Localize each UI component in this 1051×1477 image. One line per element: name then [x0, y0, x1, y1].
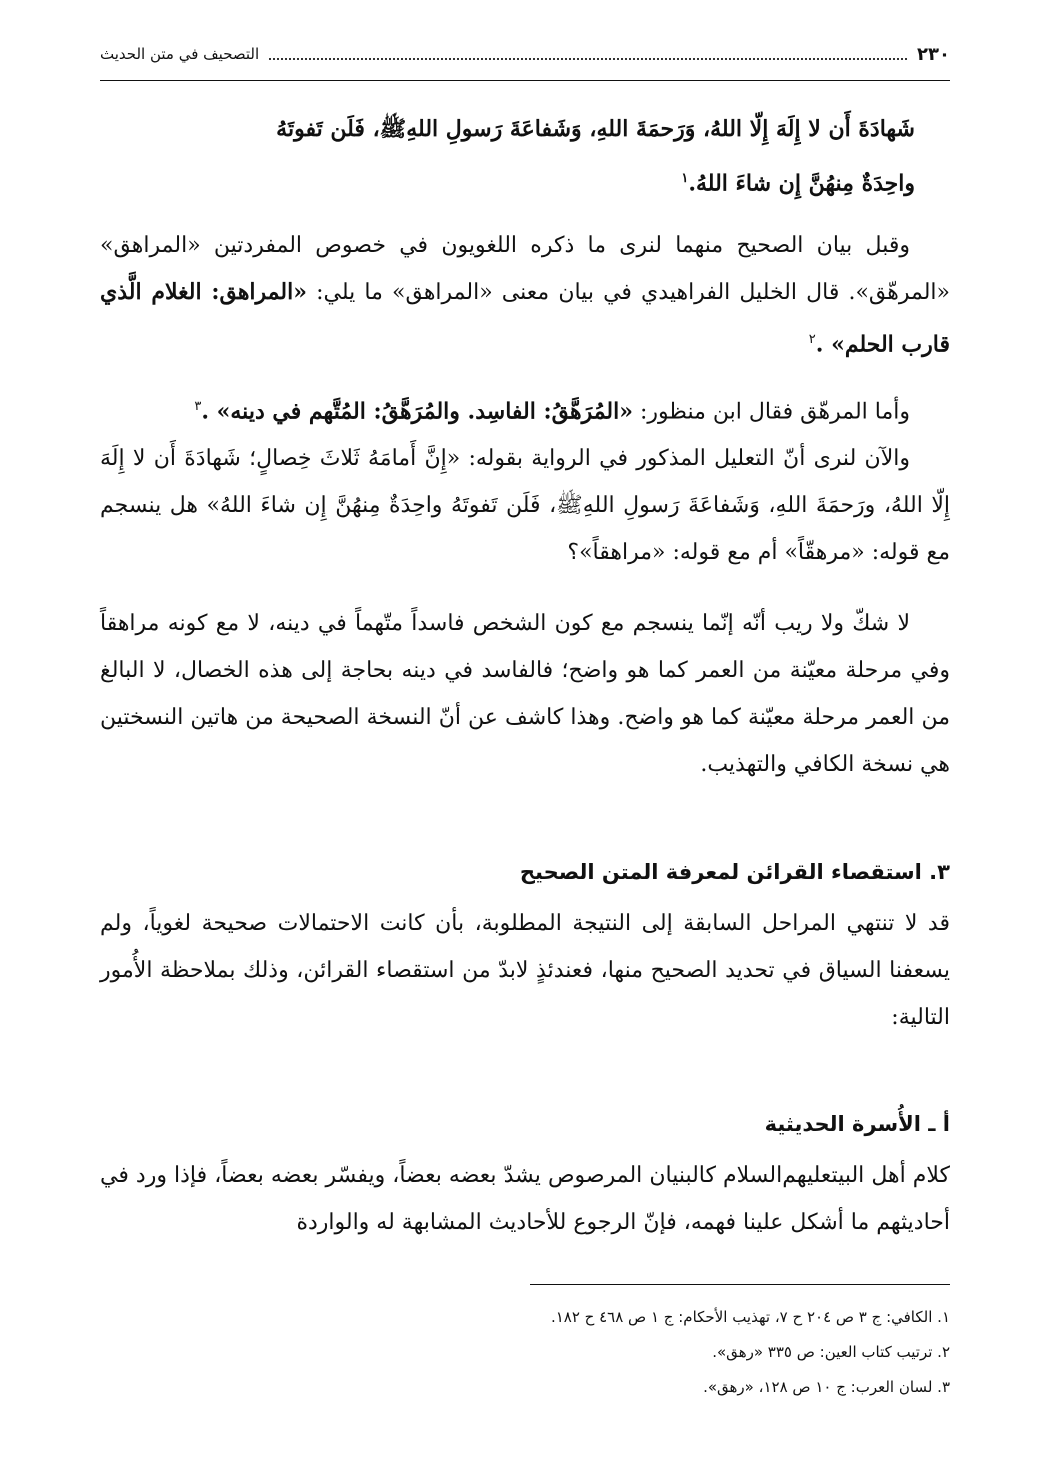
page-number: ۲۳۰	[917, 43, 950, 65]
paragraph-murahhaq	[100, 383, 950, 576]
hadith-quote	[135, 104, 915, 208]
footnote-3: ٣. لسان العرب: ج ١٠ ص ١٢٨، «رهق».	[703, 1378, 950, 1396]
paragraph-text: كلام أهل البيتعليهم‌السلام كالبنيان المرصوص يشدّ بعضه بعضاً، ويفسّر بعضه بعضاً، فإذا ورد في أحاديثهم ما أشكل علينا فهمه، فإنّ الرجوع للأحاديث المشابهة له والواردة	[100, 1163, 950, 1235]
paragraph-subsection-a	[100, 1152, 950, 1246]
running-header	[100, 36, 950, 72]
lexical-quote: «المراهق: الغلام الَّذي قارب الحلم» .	[100, 279, 950, 358]
paragraph-text: لا شكّ ولا ريب أنّه إنّما ينسجم مع كون الشخص فاسداً متّهماً في دينه، لا مع كونه مراهقاً وفي مرحلة معيّنة من العمر كما هو واضح؛ فالفاسد في دينه بحاجة إلى هذه الخصال، لا البالغ من العمر مرحلة معيّنة كما هو واضح. وهذا كاشف عن أنّ النسخة الصحيحة من هاتين النسختين هي نسخة الكافي والتهذيب.	[100, 611, 950, 777]
paragraph-conclusion	[100, 600, 950, 788]
footnote-ref-1[interactable]: ١	[681, 171, 689, 186]
paragraph-text: وقبل بيان الصحيح منهما لنرى ما ذكره اللغويون في خصوص المفردتين «المراهق» «المرهّق». قال الخليل الفراهيدي في بيان معنى «المراهق» ما يلي:	[100, 233, 950, 305]
paragraph-text: والآن لنرى أنّ التعليل المذكور في الرواية بقوله: «إِنَّ أَمامَهُ ثَلاثَ خِصالٍ؛ شَهادَةَ أَن لا إِلَهَ إِلّا اللهُ، ورَحمَةَ اللهِ، وَشَفاعَةَ رَسولِ اللهِﷺ، فَلَن تَفوتَهُ واحِدَةٌ مِنهُنَّ إِن شاءَ اللهُ» هل ينسجم مع قوله: «مرهقّاً» أم مع قوله: «مراهقاً»؟	[100, 446, 950, 566]
paragraph-text: قد لا تنتهي المراحل السابقة إلى النتيجة المطلوبة، بأن كانت الاحتمالات صحيحة لغوياً، ولم يسعفنا السياق في تحديد الصحيح منها، فعندئذٍ لابدّ من استقصاء القرائن، وذلك بملاحظة الأُمور التالية:	[100, 911, 950, 1030]
lexical-quote-2: «المُرَهَّقُ: الفاسِد. والمُرَهَّقُ: المُتَّهم في دينه» .	[201, 398, 633, 425]
footnote-1: ١. الكافي: ج ٣ ص ٢٠٤ ح ٧، تهذيب الأحكام: ج ١ ص ٤٦٨ ح ١٨٢.	[550, 1308, 950, 1326]
paragraph-lexical	[100, 222, 950, 368]
header-rule	[100, 80, 950, 81]
footnote-rule	[530, 1284, 950, 1285]
paragraph-lead: وأما المرهّق فقال ابن منظور:	[633, 399, 910, 425]
paragraph-section-3	[100, 900, 950, 1041]
section-heading-3: ٣. استقصاء القرائن لمعرفة المتن الصحيح	[519, 860, 950, 884]
quote-line-1: شَهادَةَ أَن لا إِلَهَ إِلّا اللهُ، وَرَحمَةَ اللهِ، وَشَفاعَةَ رَسولِ اللهِﷺ، فَلَن تَفوتَهُ	[276, 116, 915, 142]
subsection-heading-a: أ ـ الأُسرة الحديثية	[764, 1112, 950, 1136]
quote-line-2: واحِدَةٌ مِنهُنَّ إِن شاءَ اللهُ.$^١$	[681, 170, 915, 197]
footnote-2: ٢. ترتيب كتاب العين: ص ٣٣٥ «رهق».	[712, 1343, 950, 1361]
running-title: التصحيف في متن الحديث	[100, 45, 260, 63]
footnotes	[250, 1300, 950, 1405]
footnote-ref-2[interactable]: ٢	[808, 332, 816, 347]
header-leader-dots	[269, 48, 907, 60]
footnote-ref-3[interactable]: ٣	[194, 399, 202, 414]
